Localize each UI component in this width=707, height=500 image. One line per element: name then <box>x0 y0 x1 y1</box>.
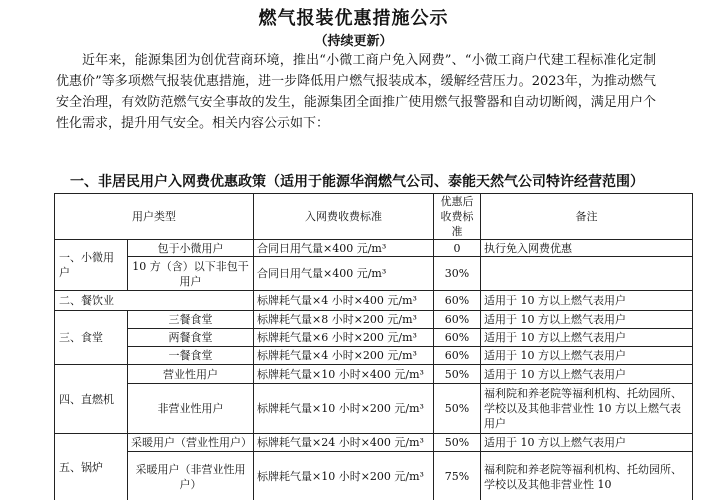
discount-cell: 75% <box>434 452 481 500</box>
fee-cell: 标牌耗气量×10 小时×200 元/m³ <box>254 452 434 500</box>
fee-cell: 标牌耗气量×24 小时×400 元/m³ <box>254 434 434 452</box>
discount-cell: 60% <box>434 311 481 329</box>
discount-cell: 50% <box>434 365 481 384</box>
fee-cell: 标牌耗气量×4 小时×400 元/m³ <box>254 291 434 311</box>
fee-cell: 标牌耗气量×10 小时×200 元/m³ <box>254 384 434 434</box>
header-remark: 备注 <box>481 194 693 240</box>
table-row <box>55 240 693 257</box>
subtype-cell: 采暖用户（营业性用户） <box>128 434 254 452</box>
fee-cell: 标牌耗气量×6 小时×200 元/m³ <box>254 329 434 347</box>
header-fee-standard: 入网费收费标准 <box>254 194 434 240</box>
discount-cell: 0 <box>434 240 481 257</box>
header-user-type: 用户类型 <box>55 194 254 240</box>
fee-cell: 合同日用气量×400 元/m³ <box>254 240 434 257</box>
page-title: 燃气报装优惠措施公示 <box>258 8 449 29</box>
table-row <box>55 365 693 384</box>
discount-cell: 60% <box>434 329 481 347</box>
fee-cell: 标牌耗气量×4 小时×200 元/m³ <box>254 347 434 365</box>
category-cell: 三、食堂 <box>55 311 128 365</box>
table-header-row <box>55 194 693 240</box>
subtype-cell: 采暖用户（非营业性用户） <box>128 452 254 500</box>
fee-cell: 标牌耗气量×8 小时×200 元/m³ <box>254 311 434 329</box>
table-row <box>55 347 693 365</box>
remark-cell: 适用于 10 方以上燃气表用户 <box>481 365 693 384</box>
remark-cell: 福利院和养老院等福利机构、托幼园所、学校以及其他非营业性 10 <box>481 452 693 500</box>
intro-paragraph: 近年来，能源集团为创优营商环境，推出“小微工商户免入网费”、“小微工商户代建工程标准化定制优惠价”等多项燃气报装优惠措施，进一步降低用户燃气报装成本，缓解经营压力。2023年，为推动燃气安全治理，有效防范燃气安全事故的发生，能源集团全面推广使用燃气报警器和自动切断阀，满足用户个性化需求，提升用气安全。相关内容公示如下： <box>56 53 656 131</box>
remark-cell: 适用于 10 方以上燃气表用户 <box>481 291 693 311</box>
remark-cell: 适用于 10 方以上燃气表用户 <box>481 329 693 347</box>
remark-cell: 福利院和养老院等福利机构、托幼园所、学校以及其他非营业性 10 方以上燃气表用户 <box>481 384 693 434</box>
fee-cell: 标牌耗气量×10 小时×400 元/m³ <box>254 365 434 384</box>
fee-cell: 合同日用气量×400 元/m³ <box>254 257 434 291</box>
subtype-cell: 三餐食堂 <box>128 311 254 329</box>
page-subtitle: （持续更新） <box>314 34 393 49</box>
remark-cell: 适用于 10 方以上燃气表用户 <box>481 434 693 452</box>
table-row <box>55 291 693 311</box>
table-row <box>55 452 693 500</box>
discount-cell: 50% <box>434 384 481 434</box>
section-heading: 一、非居民用户入网费优惠政策（适用于能源华润燃气公司、泰能天然气公司特许经营范围） <box>70 174 644 190</box>
category-cell: 一、小微用户 <box>55 240 128 291</box>
discount-cell: 50% <box>434 434 481 452</box>
subtype-cell: 10 方（含）以下非包干用户 <box>128 257 254 291</box>
remark-cell: 适用于 10 方以上燃气表用户 <box>481 311 693 329</box>
table-row <box>55 329 693 347</box>
table-row <box>55 257 693 291</box>
remark-cell: 适用于 10 方以上燃气表用户 <box>481 347 693 365</box>
subtype-cell: 两餐食堂 <box>128 329 254 347</box>
table-row <box>55 434 693 452</box>
remark-cell: 执行免入网费优惠 <box>481 240 693 257</box>
subtype-cell: 包于小微用户 <box>128 240 254 257</box>
table-row <box>55 311 693 329</box>
subtype-cell: 营业性用户 <box>128 365 254 384</box>
category-cell: 五、锅炉 <box>55 434 128 500</box>
discount-cell: 30% <box>434 257 481 291</box>
category-cell: 四、直燃机 <box>55 365 128 434</box>
subtype-cell: 非营业性用户 <box>128 384 254 434</box>
discount-cell: 60% <box>434 347 481 365</box>
discount-cell: 60% <box>434 291 481 311</box>
remark-cell <box>481 257 693 291</box>
subtype-cell: 一餐食堂 <box>128 347 254 365</box>
category-cell: 二、餐饮业 <box>55 291 254 311</box>
header-discounted: 优惠后收费标准 <box>434 194 481 240</box>
fee-policy-table <box>54 193 693 500</box>
table-row <box>55 384 693 434</box>
